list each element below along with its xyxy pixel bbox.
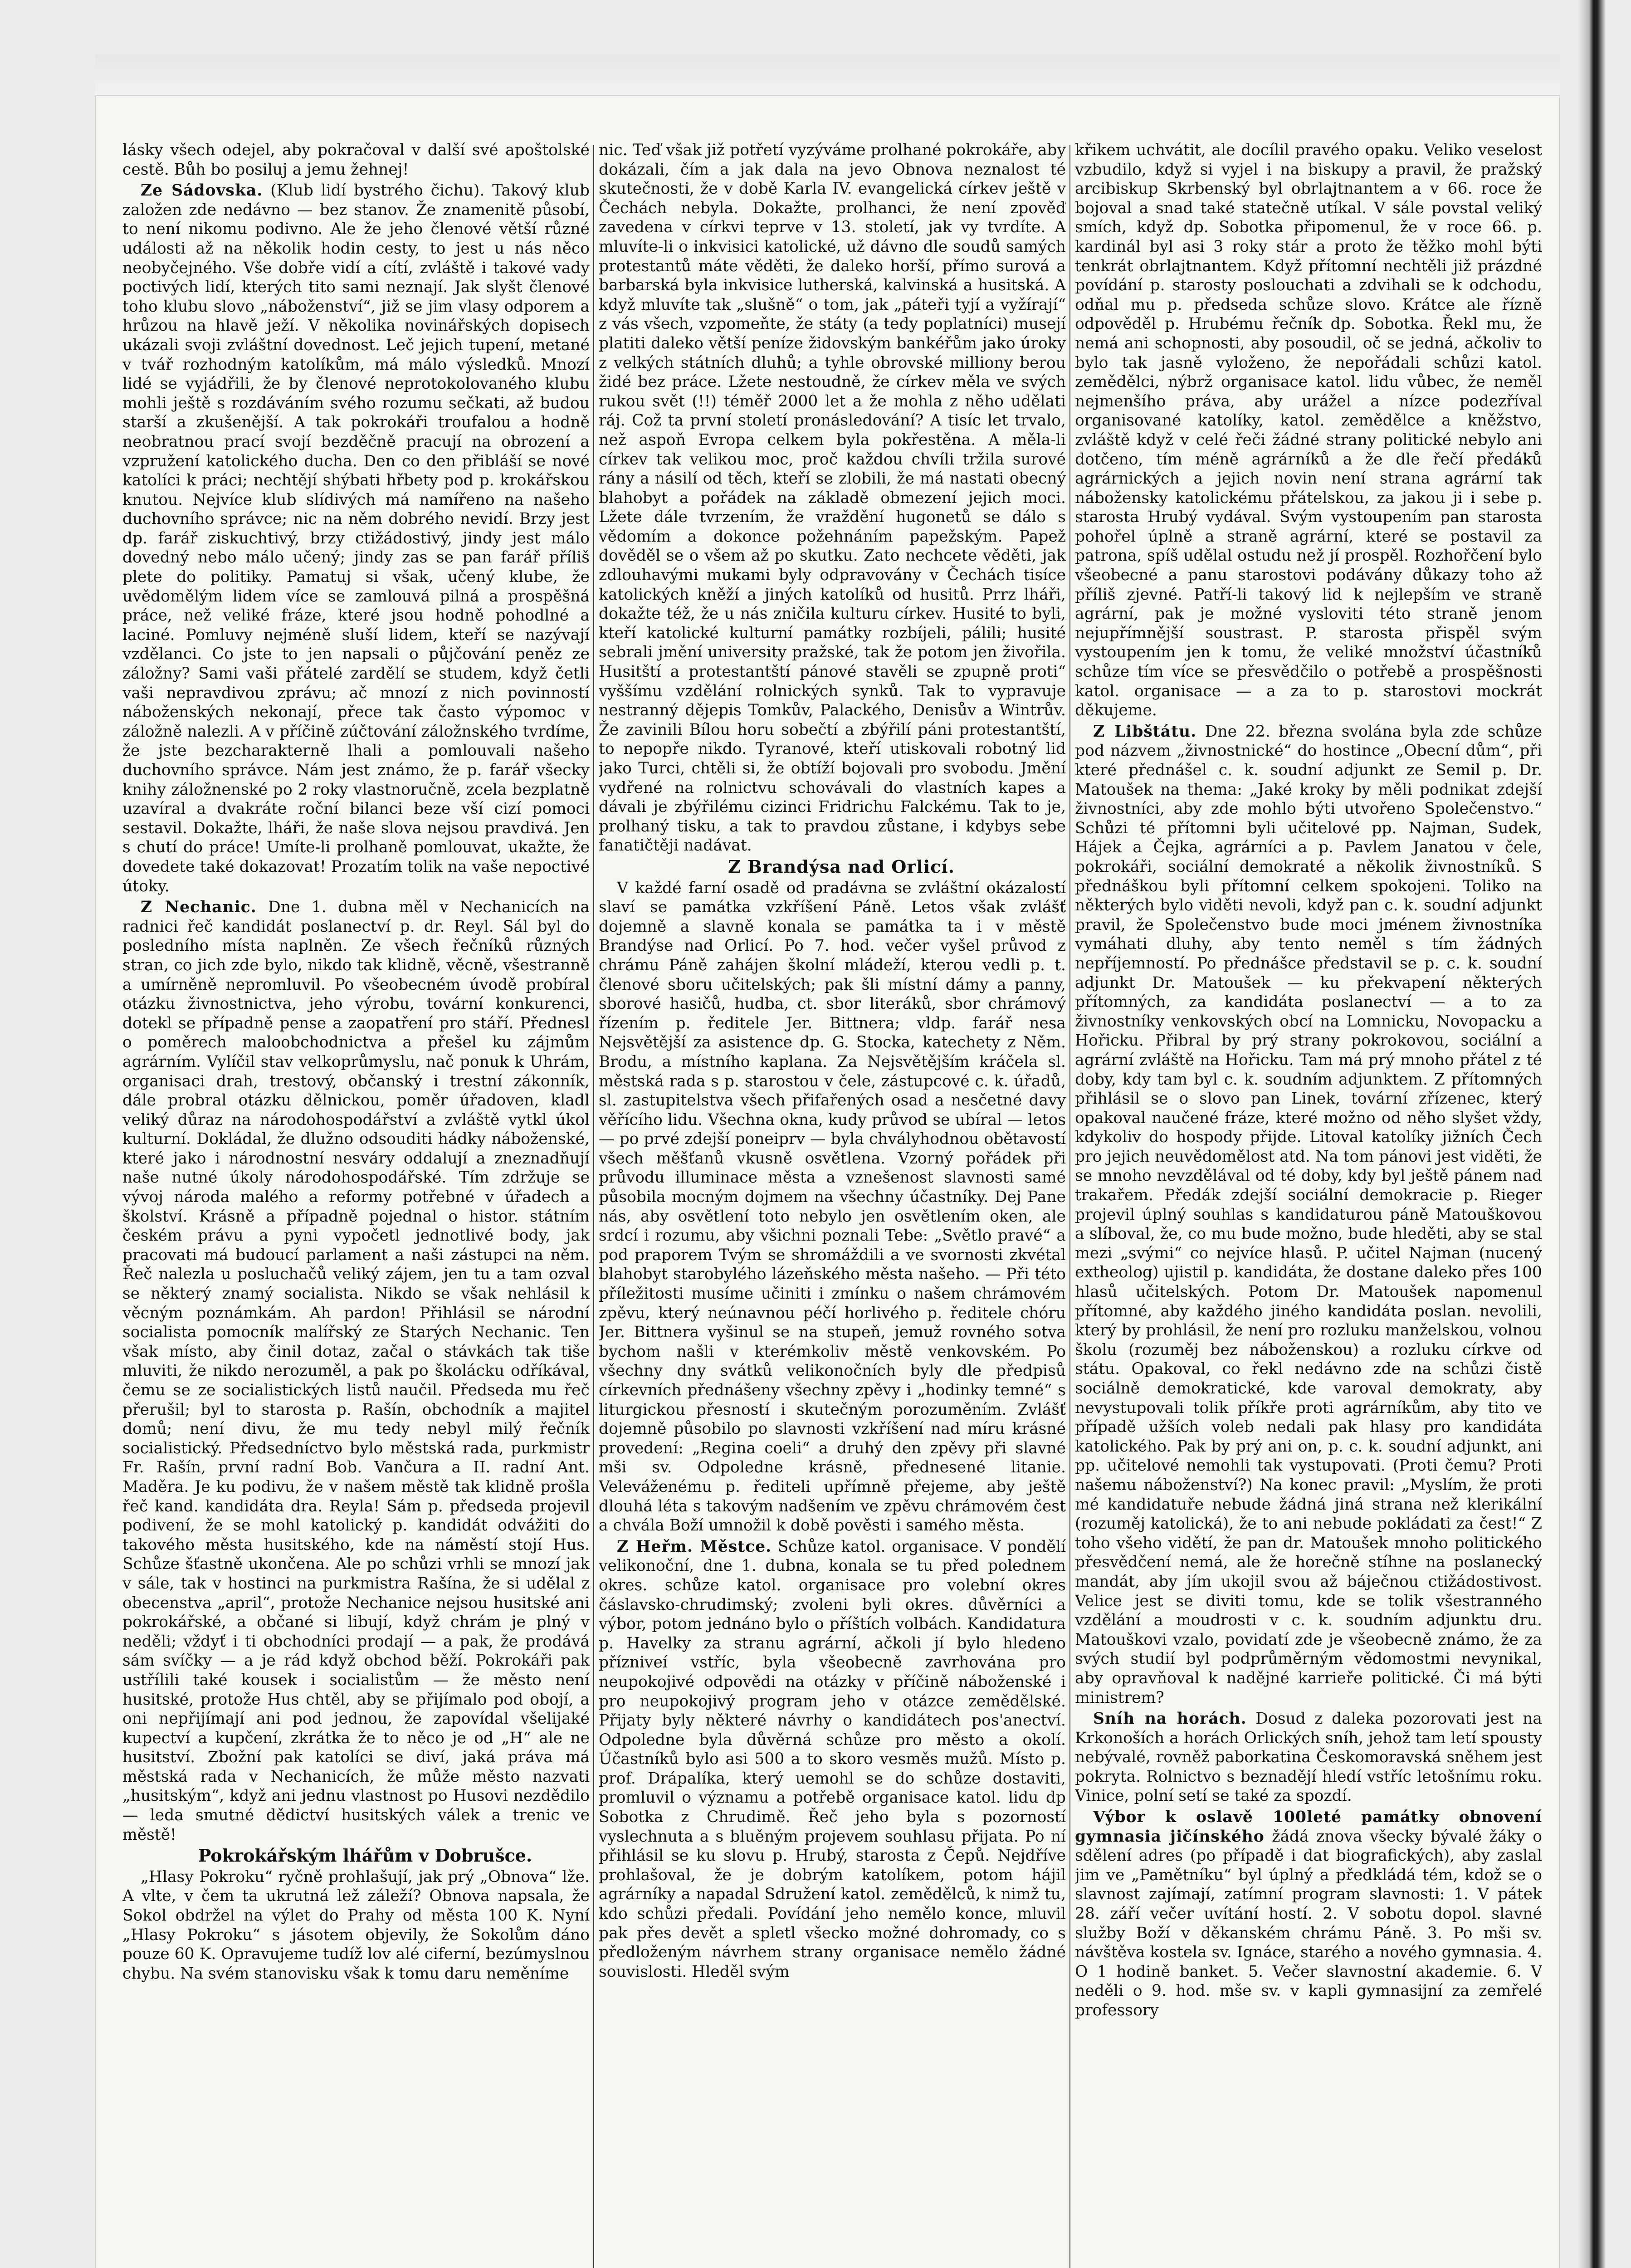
paragraph: nic. Teď však již potřetí vyzýváme prolhané pokrokáře, aby dokázali, čím a jak dala na jevo Obnova neznalost té skutečnosti, že v době Karla IV. evangelická církev ještě v Čechách nebyla. Dokažte, prolhanci, že není zpověď zavedena v církvi teprve v 13. století, jak vy tvrdíte. A mluvíte-li o inkvisici katolické, už dávno dle soudů samých protestantů máte věděti, že daleko horší, přímo surová a barbarská byla inkvisice lutherská, kalvinská a husitská. A když mluvíte tak „slušně“ o tom, jak „páteři tyjí a vyžírají“ z vás všech, vzpomeňte, že státy (a tedy poplatníci) musejí platiti daleko větší peníze židovským bankéřům jako úroky z velkých státních dluhů; a tyhle obrovské milliony berou židé bez práce. Lžete nestoudně, že církev měla ve svých rukou svět (!!) téměř 2000 let a že mohla z něho udělati ráj. Což ta první století pronásledování? A tisíc let trvalo, než aspoň Evropa celkem byla pokřestěna. A měla-li církev tak velikou moc, proč každou chvíli tržila surové rány a násilí od těch, kteří se zlobili, že má nastati obecný blahobyt a pořádek na základě obmezení jejich moci. Lžete dále tvrzením, že vraždění hugonetů se dálo s vědomím a dokonce požehnáním papežským. Papež dověděl se o všem až po skutku. Zato nechcete věděti, jak zdlouhavými mukami byly odpravovány v Čechách tisíce katolických kněží a jiných katolíků od husitů. Prrz lháři, dokažte též, že u nás zničila kulturu církev. Husité to byli, kteří katolické kulturní památky rozbíjeli, pálili; husité sebrali jmění university pražské, tak že potom jen živořila. Husitští a protestantští pánové stavěli se zpupně proti“ vyššímu vzdělání rolnických synků. Tak to vypravuje nestranný dějepis Tomkův, Palackého, Denisův a Wintrův. Že zavinili Bílou horu sobečtí a zbýřilí páni protestantští, to nepopře nikdo. Tyranové, kteří utiskovali robotný lid jako Turci, chtěli si, že obtíží bojovali pro svobodu. Jmění vydřené na rolnictvu schovávali do vlastních kapes a dávali je zbýřilému cizinci Fridrichu Falckému. Tak to je, prolhaný tisku, a tak to pravdou zůstane, i kdybys sebe fanatičtěji nadávat. (599, 141, 1066, 855)
article-nechanice (122, 898, 590, 1844)
article-heading: Z Libštátu. (1093, 722, 1197, 741)
article-heading: Pokrokářským lhářům v Dobrušce. (198, 1845, 532, 1866)
article-snih (1075, 1709, 1542, 1806)
article-sadovsko (122, 181, 590, 896)
article-body: (Klub lidí bystrého čichu). Takový klub založen zde nedávno — bez stanov. Že znamenitě působí, to není nikomu podivno. Ale že jeho členové větší různé události až na několik hodin cesty, to jest u nás něco neobyčejného. Vše dobře vidí a cítí, zvláště i takové vady poctivých lidí, kterých tito sami neznají. Jak slyšt členové toho klubu slovo „náboženství“, již se jim vlasy odporem a hrůzou na hlavě ježí. V několika novinářských dopisech ukázali svoji zvláštní dovednost. Leč jejich tupení, metané v tvář rozhodným katolíkům, má málo výsledků. Mnozí lidé se vyjádřili, že by členové neprotokolovaného klubu mohli ještě s rozdáváním svého rozumu sečkati, až budou starší a zkušenější. A tak pokrokáři troufalou a hodně neobratnou prací svojí bezděčně pracují na obrození a vzpružení katolického ducha. Den co den přibláší se nové katolíci k práci; nechtějí shýbati hřbety pod p. krokářskou knutou. Nejvíce klub slídivých má namířeno na našeho duchovního správce; nic na něm dobrého nevidí. Brzy jest dp. farář ziskuchtivý, brzy ctižádostivý, jindy jest málo dovedný nebo málo učený; jindy zas se pan farář příliš plete do politiky. Pamatuj si však, učený klube, že uvědomělým lidem více se zamlouvá pilná a prospěšná práce, než veliké fráze, které jsou hodně pohodlné a laciné. Pomluvy nejméně sluší lidem, kteří se nazývají vzdělanci. Co jste to jen napsali o půjčování peněz ze záložny? Sami vaši přátelé zardělí se studem, když četli vaši nepravdivou zprávu; ač mnozí z nich povinností náboženských nekonají, přece tak často výpomoc v záložně nalezli. A v příčině zúčtování záložnského tvrdíme, že jste bezcharakterně lhali a pomlouvali našeho duchovního správce. Nám jest známo, že p. farář všecky knihy záložnenské po 2 roky vlastnoručně, zcela bezplatně uzavíral a dvakráte roční bilanci beze vší cizí pomoci sestavil. Dokažte, lháři, že naše slova nejsou pravdivá. Jen s chutí do práce! Umíte-li prolhaně pomlouvat, ukažte, že dovedete také dokazovat! Prozatím tolik na vaše nepoctivé útoky. (122, 181, 590, 895)
column-rule (1069, 145, 1070, 2268)
article-heading: Výbor k oslavě 100leté památky obnovení gymnasia jičínského (1075, 1808, 1542, 1846)
article-hermanuv-mestec (599, 1537, 1066, 1982)
column-1 (122, 141, 590, 2268)
scan-binding-edge (1578, 0, 1606, 2268)
article-body: V každé farní osadě od pradávna se zvláštní okázalostí slaví se památka vzkříšení Páně. Letos však zvlášť dojemně a slavně konala se památka ta i v městě Brandýse nad Orlicí. Po 7. hod. večer vyšel průvod z chrámu Páně zahájen školní mládeží, kterou vedli p. t. členové sboru učitelských; pak šli místní dámy a panny, sborové hasičů, hudba, ct. sbor literáků, sbor chrámový řízením p. ředitele Jer. Bittnera; vldp. farář nesa Nejsvětější za asistence dp. G. Stocka, katechety z Něm. Brodu, a místního kaplana. Za Nejsvětějším kráčela sl. městská rada s p. starostou v čele, zástupcové c. k. úřadů, sl. zastupitelstva všech přifařených osad a nesčetné davy věřícího lidu. Všechna okna, kudy průvod se ubíral — letos — po prvé zdejší poneiprv — byla chvályhodnou obětavostí všech měšťanů vkusně osvětlena. Vzorný pořádek při průvodu illuminace města a vznešenost slavnosti samé působila mocným dojmem na všechny účastníky. Dej Pane nás, aby osvětlení toto nebylo jen osvětlením oken, ale srdcí i rozumu, aby všichni poznali Tebe: „Světlo pravé“ a pod praporem Tvým se shromáždili a ve svornosti zkvétal blahobyt starobylého lázeňského města našeho. — Při této příležitosti musíme učiniti i zmínku o našem chrámovém zpěvu, který neúnavnou péčí horlivého p. ředitele chóru Jer. Bittnera vyšinul se na stupeň, jemuž rovného sotva bychom našli v kterémkoliv městě venkovském. Po všechny dny svátků velikonočních byly dle předpisů církevních přednášeny všechny zpěvy i „hodinky temné“ s liturgickou přesností i skutečným porozuměním. Zvlášť dojemně působilo po slavnosti vzkříšení nad míru krásné provedení: „Regina coeli“ a druhý den zpěvy při slavné mši sv. Odpoledne krásně, přednesené litanie. Veleváženému p. řediteli upřímně přejeme, aby ještě dlouhá léta s takovým nadšením ve zpěvu chrámovém čest a chvála Boží umnožil k době pověsti i samého města. (599, 879, 1066, 1535)
article-body: žádá znova všecky bývalé žáky o sdělení adres (po případě i dat biografických), aby zaslal jim ve „Pamětníku“ byl úplný a předkládá tém, kdož se o slavnost zajímají, zatímní program slavnosti: 1. V pátek 28. září večer uvítání hostí. 2. V sobotu dopol. slavné služby Boží v děkanském chrámu Páně. 3. Po mši sv. návštěva kostela sv. Ignáce, starého a nového gymnasia. 4. O 1 hodině banket. 5. Večer slavnostní akademie. 6. V neděli o 9. hod. mše sv. v kapli gymnasijní za zemřelé professory (1075, 1827, 1542, 2019)
article-gymnasium (1075, 1808, 1542, 2020)
paragraph: lásky všech odejel, aby pokračoval v další své apoštolské cestě. Bůh bo posiluj a jemu žehnej! (122, 141, 590, 179)
column-rule (593, 145, 594, 2268)
paragraph: křikem uchvátit, ale docílil pravého opaku. Veliko veselost vzbudilo, když si vyjel i na biskupy a pravil, že pražský arcibiskup Skrbenský byl obrlajtnantem a v 66. roce že bojoval a snad také statečně utíkal. V sále povstal veliký smích, když dp. Sobotka připomenul, že v roce 66. p. kardinál byl asi 3 roky stár a proto že těžko mohl býti tenkrát obrlajtnantem. Když přítomní nechtěli již prázdné povídání p. starosty poslouchati a zdvihali se k odchodu, odňal mu p. předseda schůze slovo. Krátce ale řízně odpověděl p. Hrubému řečník dp. Sobotka. Řekl mu, že nemá ani schopnosti, aby posoudil, oč se jedná, ačkoliv to bylo tak jasně vyloženo, že nepořádali schůzi katol. zemědělci, nýbrž organisace katol. lidu vůbec, že neměl nejmenšího práva, aby urážel a nízce podezříval organisované katolíky, katol. zemědělce a kněžstvo, zvláště když v celé řeči žádné strany politické nebylo ani dotčeno, tím méně agrárníků a že dle řečí předáků agrárnických a jejich novin není strana agrární tak nábožensky katolickému přátelskou, za jakou ji i sebe p. starosta Hrubý vydával. Svým vystoupením pan starosta pohořel úplně a straně agrární, které se postavil za patrona, spíš udělal ostudu než jí prospěl. Rozhořčení bylo všeobecné a panu starostovi podávány důkazy toho až příliš zjevné. Patří-li takový lid k nejlepším ve straně agrární, pak je možné vysloviti této straně jenom nejupřímnější soustrast. P. starosta přispěl svým vystoupením jen k tomu, že veliké množství účastníků schůze tím více se přesvědčilo o potřebě a prospěšnosti katol. organisace — a za to p. starostovi mockrát děkujeme. (1075, 141, 1542, 720)
article-libstat (1075, 722, 1542, 1707)
page-top-shadow (95, 54, 1560, 95)
column-2 (599, 141, 1066, 2268)
column-3 (1075, 141, 1542, 2268)
article-heading: Sníh na horách. (1093, 1710, 1247, 1728)
article-heading: Z Heřm. Městce. (617, 1537, 772, 1556)
article-body: Dne 1. dubna měl v Nechanicích na radnici řeč kandidát poslanectví p. dr. Reyl. Sál byl do posledního místa naplněn. Ze všech řečníků různých stran, co jich zde bylo, nikdo tak klidně, věcně, všestranně a umírněně nepromluvil. Po všeobecném úvodě probíral otázku živnostnictva, jeho výrobu, tovární konkurenci, dotekl se případně pense a zaopatření pro stáří. Přednesl o poměrech maloobchodnictva a přešel ku zájmům agrárním. Vylíčil stav velkoprůmyslu, nač ponuk k Uhrám, organisaci drah, trestový, občanský i trestní zákonník, dále probral otázku dělnickou, poměr úřadoven, kladl veliký důraz na národohospodářství a zvláště vytkl úkol kulturní. Dokládal, že dlužno odsouditi hádky náboženské, které jako i národnostní nesváry oddalují a zneznadňují naše nutné úkoly národohospodářské. Tím zdržuje se vývoj národa malého a reformy potřebné v úřadech a školství. Krásně a případně pojednal o histor. státním českém právu a pyni vypočetl jednotlivé body, jak pracovati má budoucí parlament a naši zástupci na něm. Řeč nalezla u posluchačů veliký zájem, jen tu a tam ozval se některý znamý socialista. Nikdo se však nehlásil k věcným poznámkám. Ah pardon! Přihlásil se národní socialista pomocník malířský ze Starých Nechanic. Ten však místo, aby činil dotaz, začal o stávkách tak tiše mluviti, že nikdo nerozuměl, a pak po školácku odříkával, čemu se ze socialistických listů naučil. Předseda mu řeč přerušil; byl to starosta p. Rašín, obchodník a majitel domů; není divu, že mu tedy nebyl milý řečník socialistický. Předsedníctvo bylo městská rada, purkmistr Fr. Rašín, první radní Bob. Vančura a II. radní Ant. Maděra. Je ku podivu, že v našem městě tak klidně prošla řeč kand. kandidáta dra. Reyla! Sám p. předseda projevil podivení, že se mohl katolický p. kandidát odvážiti do takového města husitského, kde na náměstí stojí Hus. Schůze šťastně ukončena. Ale po schůzi vrhli se mnozí jak v sále, tak v hostinci na purkmistra Rašína, že si udělal z obecenstva „april“, protože Nechanice nejsou husitské ani pokrokářské, a občané si libují, když chrám je plný v neděli; vždyť i ti obchodníci prodají — a pak, že prodává sám svíčky — a je rád když obchod běží. Pokrokáři pak ustřílili také kousek i socialistům — že město není husitské, protože Hus chtěl, aby se přijímalo pod obojí, a oni nepřijímají ani pod jednou, že zapovídal všelijaké kupectví a kupčení, zkrátka že to něco je od „H“ ale ne husitství. Zbožní pak katolíci se diví, jaká práva má městská rada v Nechanicích, že může město nazvati „husitským“, když ani jednu vlastnost po Husovi nezdědilo — leda smutné dědictví husitských válek a trenic ve městě! (122, 898, 590, 1844)
article-heading: Z Nechanic. (141, 898, 257, 917)
article-body: „Hlasy Pokroku“ ryčně prohlašují, jak prý „Obnova“ lže. A vlte, v čem ta ukrutná lež záleží? Obnova napsala, že Sokol obdržel na výlet do Prahy od města 100 K. Nyní „Hlasy Pokroku“ s jásotem objevily, že Sokolům dáno pouze 60 K. Opravujeme tudíž lov alé ciferní, bezúmyslnou chybu. Na svém stanovisku však k tomu daru neměníme (122, 1867, 590, 1983)
article-body: Dosud z daleka pozorovati jest na Krkonoších a horách Orlických sníh, jehož tam letí spousty nebývalé, rovněž paborkatina Českomoravská sněhem jest pokryta. Rolnictvo s beznadějí hledí vstříc letošnímu roku. Vinice, polní setí se také za spozdí. (1075, 1710, 1542, 1805)
article-body: Schůze katol. organisace. V pondělí velikonoční, dne 1. dubna, konala se tu před polednem okres. schůze katol. organisace pro volební okres čáslavsko-chrudimský; zvoleni byli okres. důvěrníci a výbor, potom jednáno bylo o příštích volbách. Kandidatura p. Havelky za stranu agrární, ačkoli jí bylo hledeno přízniveí vstříc, byla všeobecně zavrhována pro neupokojivé odpovědi na otázky v příčině náboženské i pro neupokojivý program jeho v otázce zemědělské. Přijaty byly některé návrhy o kandidátech pos'anectví. Odpoledne byla důvěrná schůze pro město a okolí. Účastníků bylo asi 500 a to skoro vesměs mužů. Místo p. prof. Drápalíka, který uemohl se do schůze dostaviti, promluvil o významu a potřebě organisace katol. lidu dp Sobotka z Chrudimě. Řeč jeho byla s pozorností vyslechnuta a s bluěným projevem souhlasu přijata. Po ní přihlásil se ku slovu p. Hrubý, starosta z Čepů. Nejdříve prohlašoval, že je dobrým katolíkem, potom hájil agrárníky a napadal Sdružení katol. zemědělců, k nimž tu, kdo schůzi předali. Povídání jeho nemělo konce, mluvil pak přes devět a spletl všecko možné dohromady, co s předloženým návrhem strany organisace nemělo žádné souvislosti. Hleděl svým (599, 1537, 1066, 1981)
article-heading: Ze Sádovska. (141, 181, 263, 200)
newspaper-page (95, 95, 1560, 2268)
article-body: Dne 22. března svolána byla zde schůze pod názvem „živnostnické“ do hostince „Obecní dům“, při které přednášel c. k. soudní adjunkt ze Semil p. Dr. Matoušek na thema: „Jaké kroky by měli podnikat zdejší živnostníci, aby zde mohlo býti utvořeno Společenstvo.“ Schůzi té přítomni byli učitelové pp. Najman, Sudek, Hájek a Čejka, agrárníci a p. Pavlem Janatou v čele, pokrokáři, sociální demokraté a několik živnostníků. S přednáškou byli přítomní celkem spokojeni. Toliko na některých bylo viděti nevoli, když pan c. k. soudní adjunkt pravil, že Společenstvo bude moci jménem živnostníka vymáhati dluhy, aby tento neměl s tím žádných nepříjemností. Po přednášce představil se p. c. k. soudní adjunkt Dr. Matoušek — ku překvapení některých přítomných, za kandidáta poslanectví — a to za živnostníky venkovských obcí na Lomnicku, Novopacku a Hořicku. Přibral by prý strany pokrokovou, sociální a agrární zvláště na Hořicku. Tam má prý mnoho přátel z té doby, kdy tam byl c. k. soudním adjunktem. Z přítomných přihlásil se o slovo pan Linek, tovární zřízenec, který opakoval naučené fráze, které možno od něho slyšet vždy, kdykoliv do hospody přijde. Litoval katolíky jižních Čech pro jejich neuvědomělost atd. Na tom pánovi jest viděti, že se mnoho nevzdělával od té doby, kdy byl ještě pánem nad trakařem. Předák zdejší sociální demokracie p. Rieger projevil úplný souhlas s kandidaturou páně Matouškovou a slíboval, že, co mu bude možno, bude hleděti, aby se stal mezi „svými“ co nejvíce hlasů. P. učitel Najman (nucený extheolog) ujistil p. kandidáta, že dostane daleko přes 100 hlasů učitelských. Potom Dr. Matoušek napomenul přítomné, aby každého jiného kandidáta poslan. nevolili, který by prohlásil, že není pro rozluku manželskou, volnou školu (rozuměj bez náboženskou) a rozluku církve od státu. Opakoval, co řekl nedávno zde na schůzi čistě sociálně demokratické, kde varoval demokraty, aby nevystupovali tolik příkře proti agrárníkům, aby tito ve případě užších voleb nedali pak hlasy pro kandidáta katolického. Pak by prý ani on, p. c. k. soudní adjunkt, ani pp. učitelové nemohli tak vystupovati. (Proti čemu? Proti našemu náboženství?) Na konec pravil: „Myslím, že proti mé kandidatuře nebude žádná jiná strana než klerikální (rozuměj katolická), že to ani nebude pokládati za čest!“ Z toho všeho vidětí, že pan dr. Matoušek mnoho politického přesvědčení nemá, ale že horečně stíhne na poslanecký mandát, aby jím ukojil svou až báječnou ctižádostivost. Velice jest se diviti tomu, kde se tolik všestranného vzdělání a moudrosti v c. k. soudním adjunktu dru. Matouškovi vzalo, povidatí zde je všeobecně známo, že za svých studií byl podprůměrným vědomostmi nevynikal, aby opravňoval k nadějné karrieře politické. Či má býti ministrem? (1075, 722, 1542, 1707)
article-heading: Z Brandýsa nad Orlicí. (728, 856, 955, 877)
